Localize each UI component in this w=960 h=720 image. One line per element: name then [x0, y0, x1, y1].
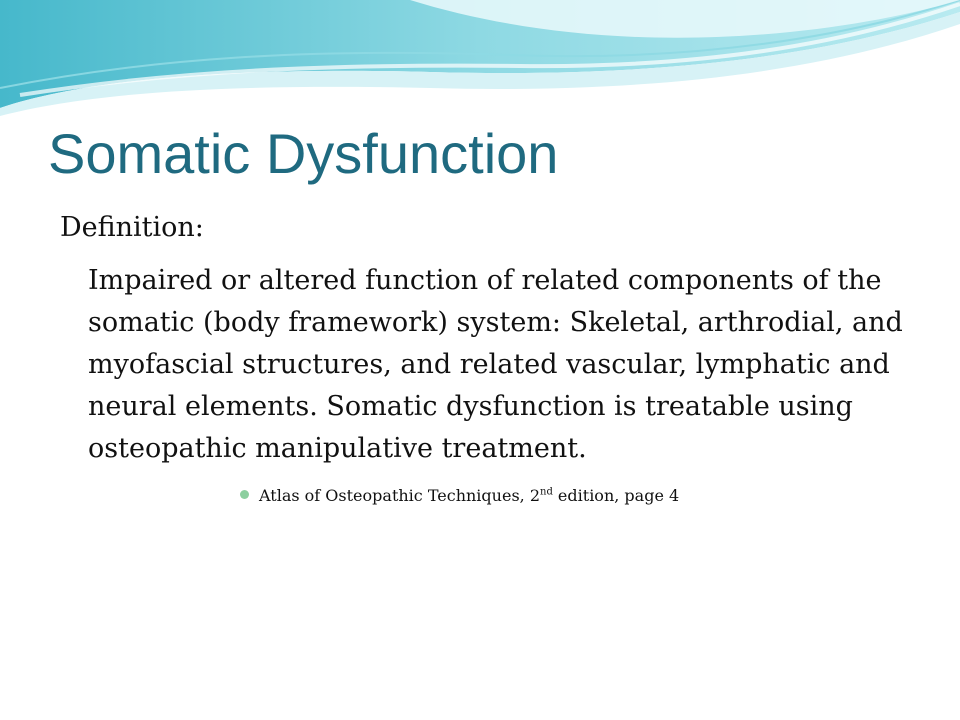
slide-title: Somatic Dysfunction	[48, 122, 559, 185]
citation	[240, 484, 920, 508]
slide-body	[60, 206, 920, 508]
bullet-dot-icon	[240, 490, 249, 499]
header-wave-decoration	[0, 0, 960, 120]
citation-text-before-superscript: Atlas of Osteopathic Techniques, 2	[259, 486, 540, 505]
citation-superscript: nd	[540, 486, 553, 498]
definition-text: Impaired or altered function of related components of the somatic (body framework) system: Skeletal, arthrodial, and myofascial structures, and related vascular, lymphatic and neural elements. Somatic dysfunction is treatable using osteopathic manipulative treatment.	[88, 265, 903, 464]
definition-label: Definition:	[60, 212, 204, 243]
citation-text-after-superscript: edition, page 4	[552, 486, 680, 505]
